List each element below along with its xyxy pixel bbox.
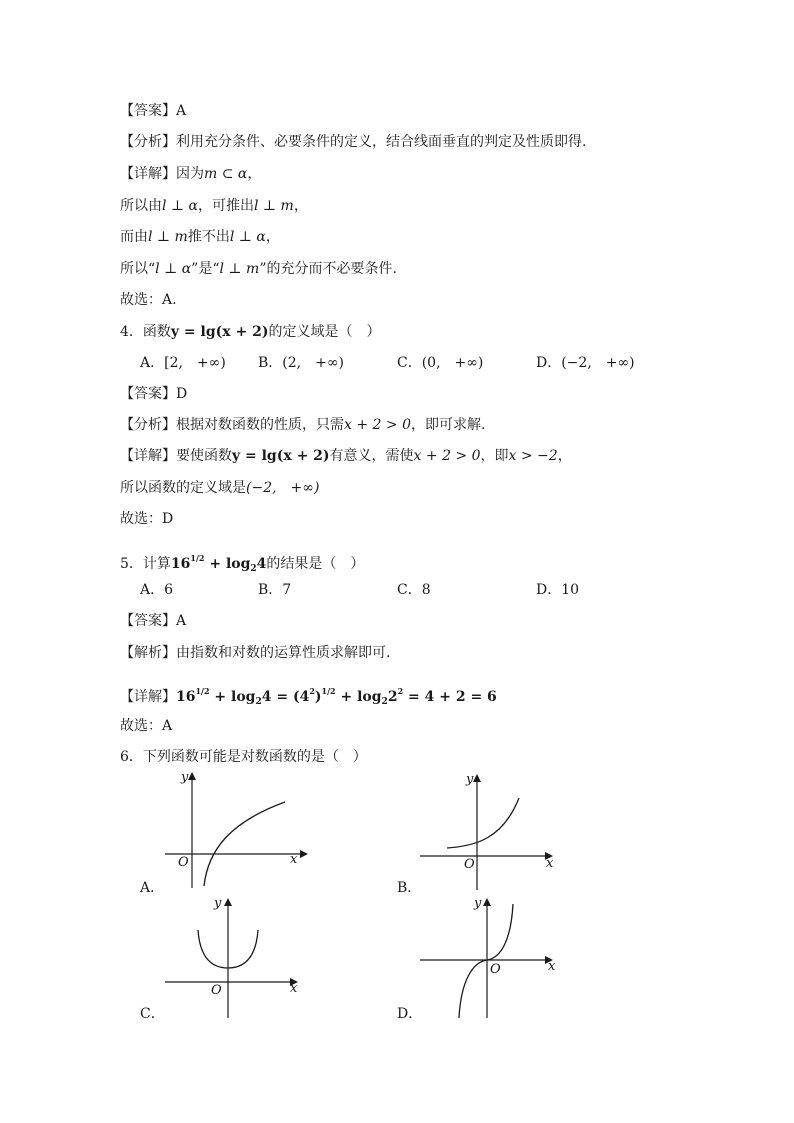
- answer-value: A: [176, 103, 187, 119]
- q6-stem: 6．下列函数可能是对数函数的是（ ）: [120, 749, 367, 765]
- graph-c-x-label: x: [290, 981, 298, 996]
- q6-option-c-label: C．: [140, 1006, 165, 1022]
- graph-b: [415, 770, 565, 892]
- q5-option-c: C．8: [397, 582, 431, 598]
- q5-detail: 【详解】$16^{1/2} + \log_24 = (4^2)^{1/2} + \log_22^2 = 4 + 2 = 6$: [120, 686, 497, 707]
- q4-conclusion: 故选：D: [120, 511, 174, 527]
- graph-d-x-label: x: [548, 959, 556, 974]
- q5-conclusion: 故选：A: [120, 718, 173, 734]
- curve-b: [447, 798, 519, 848]
- graph-c-y-label: y: [214, 896, 222, 911]
- graph-b-x-label: x: [546, 856, 554, 871]
- q4-option-d: D．(−2, +∞): [536, 355, 635, 371]
- y-axis-arrow: [224, 898, 232, 906]
- y-axis-arrow: [188, 772, 196, 780]
- q3-detail-line2: 所以由l ⊥ α，可推出l ⊥ m，: [120, 198, 308, 214]
- graph-b-origin: O: [464, 857, 475, 872]
- q3-detail-line4: 所以“l ⊥ α”是“l ⊥ m”的充分而不必要条件.: [120, 261, 397, 277]
- graph-b-y-label: y: [466, 772, 474, 787]
- graph-d-y-label: y: [474, 896, 482, 911]
- answer-tag: 【答案】: [120, 103, 176, 119]
- q3-analysis: 【分析】利用充分条件、必要条件的定义，结合线面垂直的判定及性质即得.: [120, 134, 587, 150]
- curve-d: [459, 904, 513, 1018]
- q3-conclusion: 故选：A.: [120, 292, 177, 308]
- q5-option-d: D．10: [536, 582, 580, 598]
- graph-a-y-label: y: [181, 770, 189, 785]
- q4-option-c: C．(0, +∞): [397, 355, 484, 371]
- q5-option-b: B．7: [258, 582, 292, 598]
- y-axis-arrow: [473, 774, 481, 782]
- graph-a-x-label: x: [290, 852, 298, 867]
- x-axis-arrow: [300, 850, 308, 858]
- q4-stem: 4．函数y = lg(x + 2)的定义域是（ ）: [120, 324, 381, 340]
- graph-c: [160, 896, 310, 1020]
- q4-analysis: 【分析】根据对数函数的性质，只需x + 2 > 0，即可求解.: [120, 417, 486, 433]
- q3-detail: 【详解】因为m ⊂ α，: [120, 166, 262, 182]
- q4-detail: 【详解】要使函数y = lg(x + 2)有意义，需使x + 2 > 0，即x > −2，: [120, 448, 572, 464]
- q4-option-b: B．(2, +∞): [258, 355, 344, 371]
- q6-option-a-label: A．: [140, 880, 165, 896]
- y-axis-arrow: [483, 898, 491, 906]
- curve-a: [204, 802, 285, 886]
- q4-detail-line2: 所以函数的定义域是(−2, +∞): [120, 480, 320, 496]
- q5-option-a: A．6: [140, 582, 174, 598]
- q3-answer: [120, 101, 186, 121]
- graph-c-origin: O: [211, 983, 222, 998]
- q6-option-b-label: B．: [397, 880, 422, 896]
- graph-d: [415, 896, 565, 1020]
- graph-d-origin: O: [490, 962, 501, 977]
- graph-a-origin: O: [178, 855, 189, 870]
- graph-a: [160, 770, 310, 892]
- q3-detail-line3: 而由l ⊥ m推不出l ⊥ α，: [120, 229, 280, 245]
- q4-option-a: A．[2, +∞): [140, 355, 226, 371]
- q6-option-d-label: D．: [397, 1006, 423, 1022]
- q5-analysis: 【解析】由指数和对数的运算性质求解即可.: [120, 645, 391, 661]
- q5-answer: 【答案】A: [120, 613, 187, 629]
- q4-answer: 【答案】D: [120, 386, 188, 402]
- q5-stem: 5．计算$16^{1/2} + \log_24$的结果是（ ）: [120, 553, 365, 574]
